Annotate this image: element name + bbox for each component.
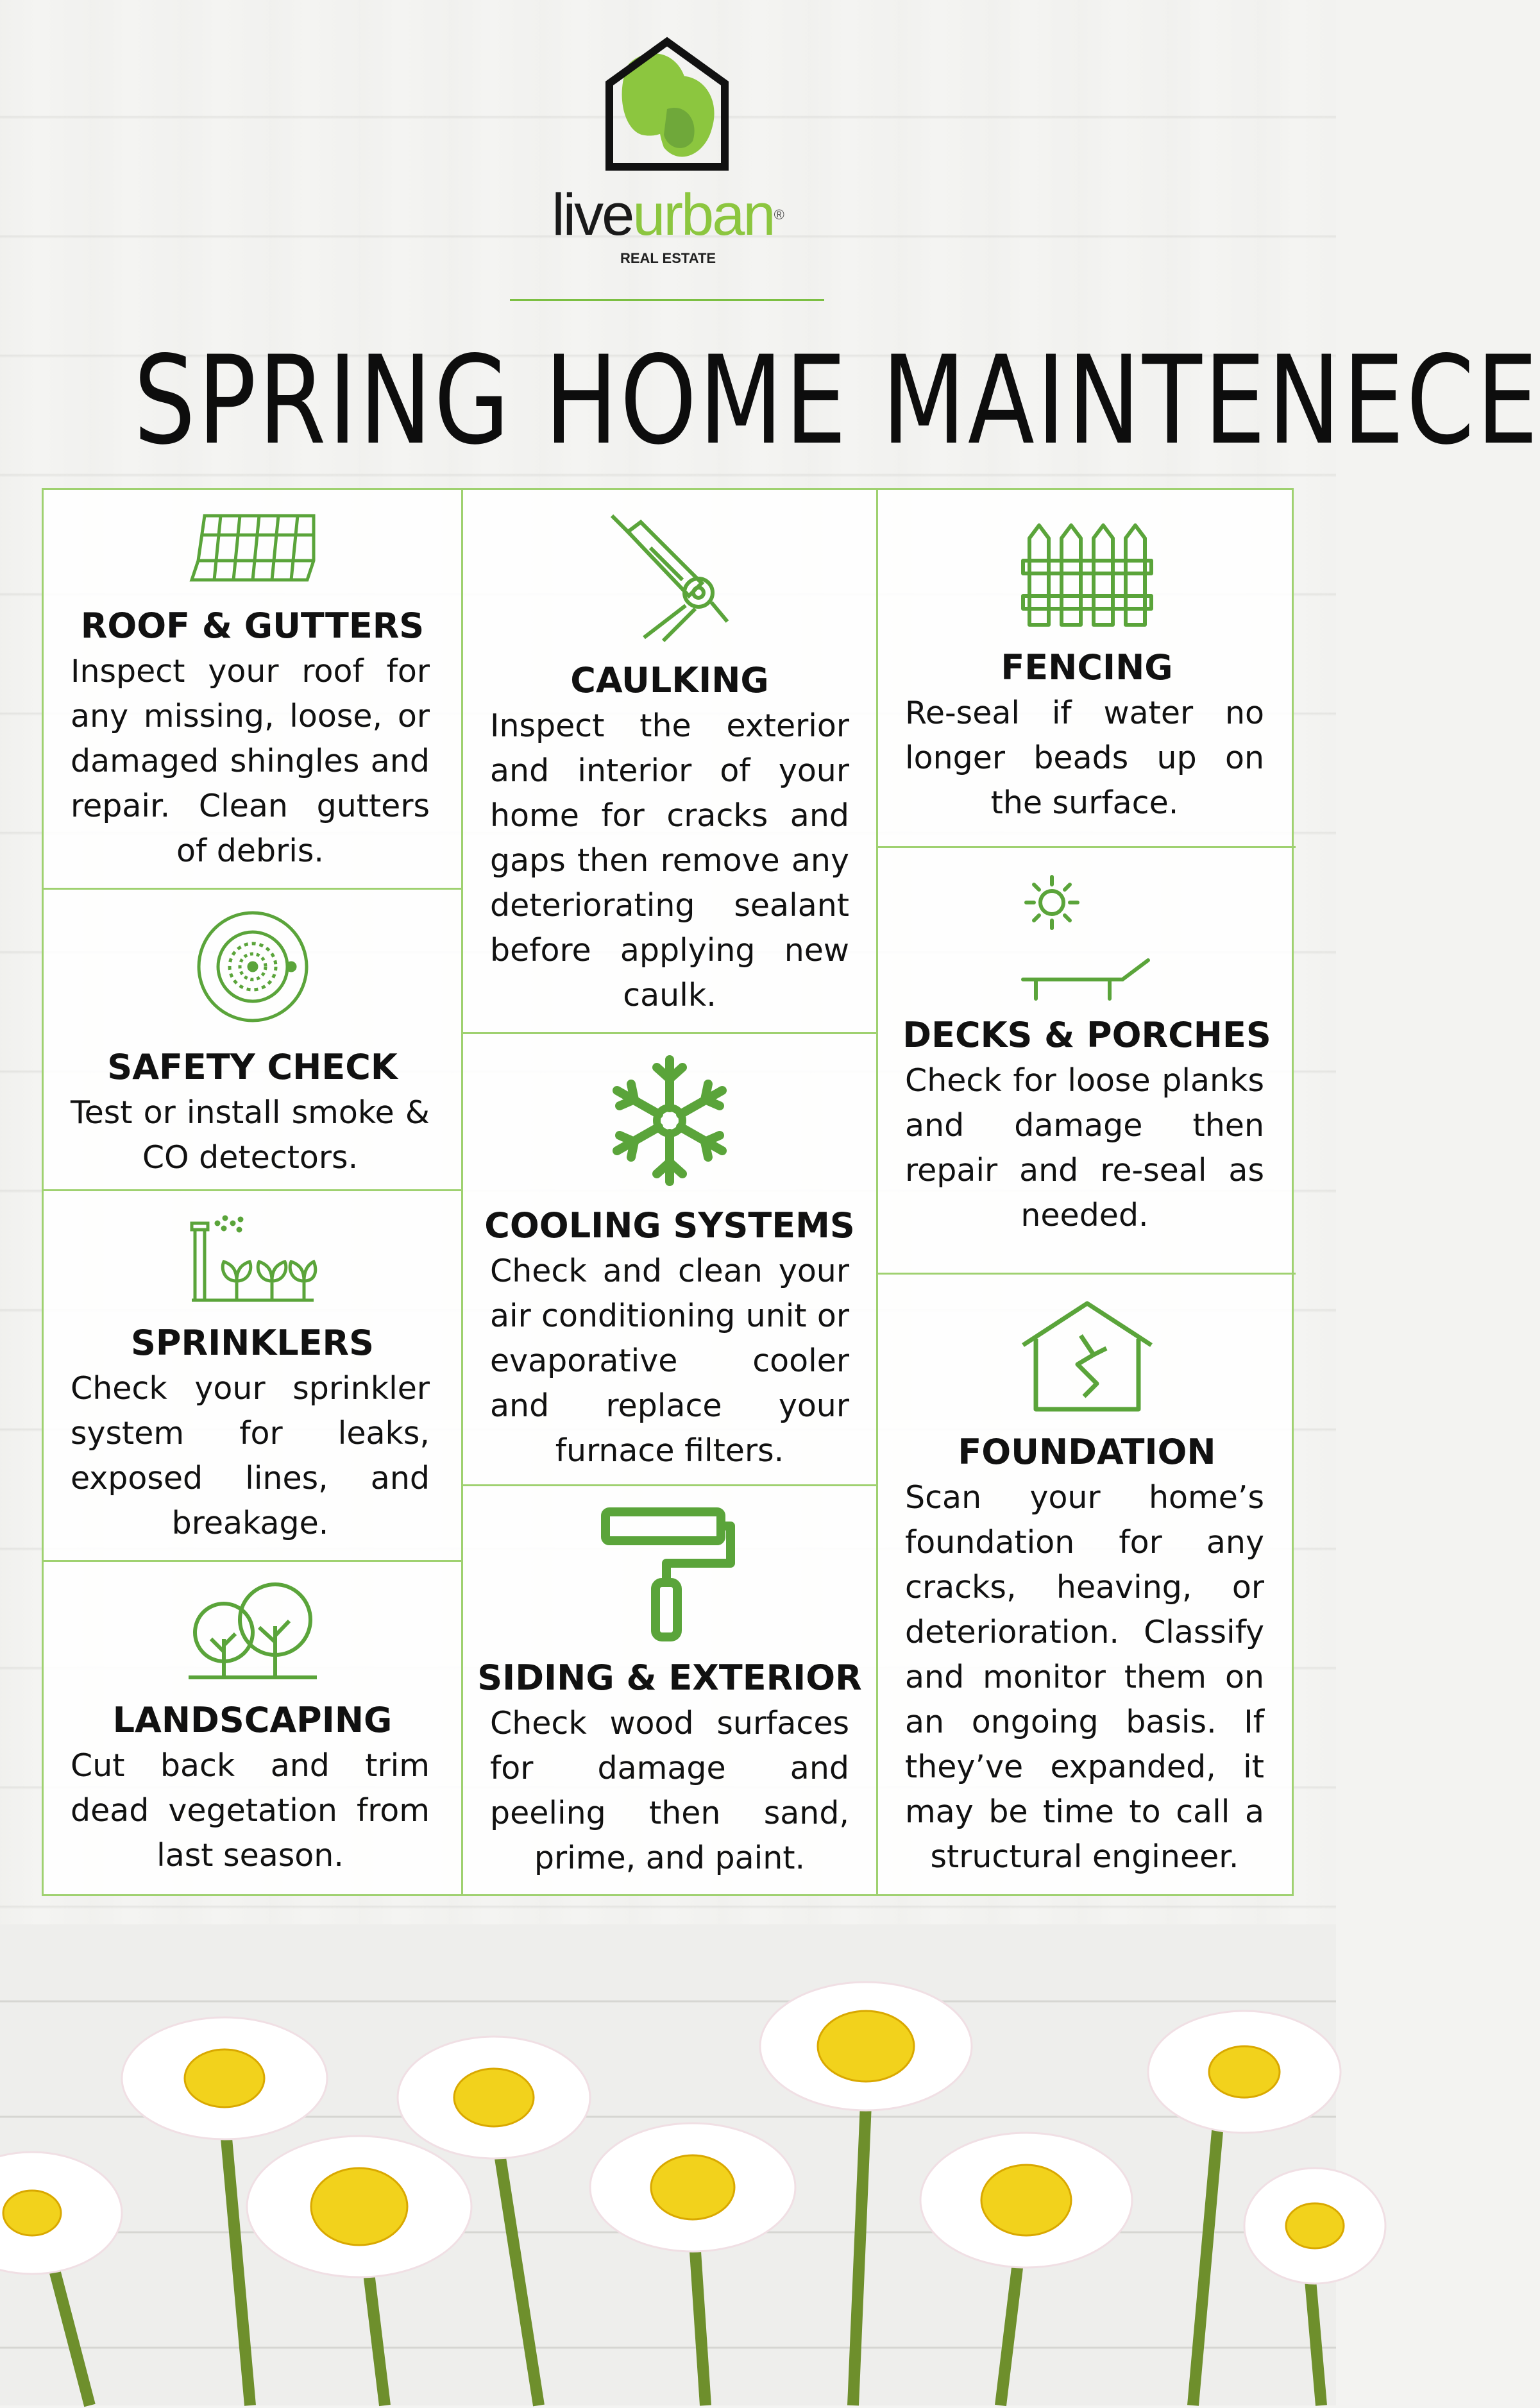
text-roof-gutters: Inspect your roof for any missing, loose, or damaged shingles and repair. Clean gutters of debris. bbox=[71, 653, 430, 869]
card-caulking bbox=[463, 490, 876, 1032]
column-middle bbox=[461, 490, 878, 1894]
card-sprinklers bbox=[44, 1189, 461, 1560]
column-left bbox=[44, 490, 461, 1894]
heading-roof-gutters: ROOF & GUTTERS bbox=[80, 606, 425, 646]
text-safety-check: Test or install smoke & CO detectors. bbox=[71, 1094, 430, 1176]
text-foundation: Scan your home’s foundation for any cracks, heaving, or deterioration. Classify and monitor them on an ongoing basis. If they’ve expanded, it may be time to call a structural engineer. bbox=[905, 1479, 1264, 1875]
brand-urban: urban bbox=[632, 182, 774, 248]
house-logo-icon bbox=[603, 38, 731, 180]
smoke-detector-icon bbox=[44, 909, 461, 1027]
cracked-house-icon bbox=[878, 1300, 1296, 1415]
page-title: SPRING HOME MAINTENECE bbox=[133, 330, 1540, 471]
text-decks-porches: Check for loose planks and damage then repair and re-seal as needed. bbox=[905, 1062, 1264, 1234]
text-sprinklers: Check your sprinkler system for leaks, exposed lines, and breakage. bbox=[71, 1370, 430, 1541]
heading-decks-porches: DECKS & PORCHES bbox=[902, 1015, 1271, 1055]
snowflake-icon bbox=[463, 1053, 876, 1191]
trees-icon bbox=[44, 1581, 461, 1686]
card-roof-gutters bbox=[44, 490, 461, 888]
heading-cooling-systems: COOLING SYSTEMS bbox=[484, 1205, 855, 1246]
text-fencing: Re-seal if water no longer beads up on the surface. bbox=[905, 695, 1264, 821]
card-fencing bbox=[878, 490, 1296, 846]
heading-landscaping: LANDSCAPING bbox=[112, 1700, 393, 1740]
divider-line bbox=[510, 299, 824, 301]
daisy-photo bbox=[0, 1924, 1336, 2405]
heading-caulking: CAULKING bbox=[570, 660, 769, 700]
picket-fence-icon bbox=[878, 516, 1296, 631]
card-landscaping bbox=[44, 1560, 461, 1898]
brand-live: live bbox=[552, 182, 633, 248]
paint-roller-icon bbox=[463, 1505, 876, 1646]
text-siding-exterior: Check wood surfaces for damage and peeling then sand, prime, and paint. bbox=[490, 1705, 849, 1876]
brand-wordmark bbox=[0, 183, 1336, 247]
registered-mark: ® bbox=[774, 207, 784, 223]
text-landscaping: Cut back and trim dead vegetation from last season. bbox=[71, 1747, 430, 1874]
heading-foundation: FOUNDATION bbox=[958, 1432, 1216, 1472]
card-siding-exterior bbox=[463, 1484, 876, 1898]
column-right bbox=[878, 490, 1296, 1894]
card-decks-porches bbox=[878, 846, 1296, 1273]
heading-safety-check: SAFETY CHECK bbox=[107, 1047, 398, 1087]
caulk-gun-icon bbox=[463, 509, 876, 647]
heading-siding-exterior: SIDING & EXTERIOR bbox=[477, 1658, 862, 1698]
text-caulking: Inspect the exterior and interior of your home for cracks and gaps then remove any deteriorating sealant before applying new caulk. bbox=[490, 708, 849, 1013]
roof-tiles-icon bbox=[44, 509, 461, 589]
card-safety-check bbox=[44, 888, 461, 1189]
card-cooling-systems bbox=[463, 1032, 876, 1484]
heading-sprinklers: SPRINKLERS bbox=[131, 1323, 374, 1363]
heading-fencing: FENCING bbox=[1001, 647, 1173, 688]
brand-tagline: REAL ESTATE bbox=[620, 250, 716, 266]
sprinkler-plants-icon bbox=[44, 1210, 461, 1309]
maintenance-grid bbox=[42, 488, 1294, 1896]
sun-lounger-icon bbox=[878, 874, 1296, 1005]
card-foundation bbox=[878, 1273, 1296, 1898]
text-cooling-systems: Check and clean your air conditioning unit or evaporative cooler and replace your furnace filters. bbox=[490, 1253, 849, 1469]
